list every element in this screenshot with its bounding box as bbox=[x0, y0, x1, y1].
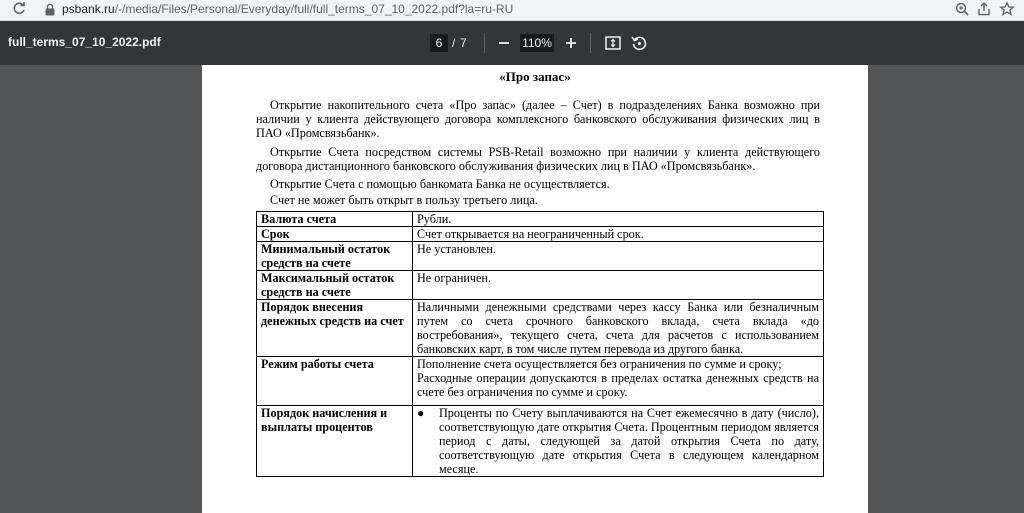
paragraph-open-branch bbox=[256, 98, 820, 140]
lock-icon[interactable] bbox=[44, 3, 56, 16]
table-row bbox=[257, 300, 824, 357]
table-value bbox=[413, 357, 824, 406]
pdf-viewer bbox=[0, 65, 1024, 513]
table-key: Порядок внесения денежных средств на счет bbox=[257, 300, 413, 357]
url-field[interactable] bbox=[62, 2, 513, 16]
paragraph-text: Открытие Счета с помощью банкомата Банка не осуществляется. bbox=[270, 177, 610, 191]
paragraph-text: Открытие Счета посредством системы PSB-Retail возможно при наличии у клиента действующего договора дистанционного банковского обслуживания физических лиц в ПАО «Промсвязьбанк». bbox=[256, 145, 820, 173]
browser-address-bar bbox=[0, 0, 1024, 21]
paragraph-third-party bbox=[256, 193, 820, 207]
table-key: Порядок начисления и выплаты процентов bbox=[257, 406, 413, 477]
table-value: Не ограничен. bbox=[413, 271, 824, 300]
table-row bbox=[257, 271, 824, 300]
table-key: Валюта счета bbox=[257, 212, 413, 227]
table-row bbox=[257, 357, 824, 406]
bullet-marker: ● bbox=[417, 406, 425, 420]
url-host: psbank.ru bbox=[62, 2, 115, 16]
table-value: Рубли. bbox=[413, 212, 824, 227]
page-separator: / bbox=[452, 36, 456, 50]
table-value-line: Расходные операции допускаются в пределах остатка денежных средств на счете без ограничения по сумме и сроку. bbox=[417, 371, 819, 399]
share-icon[interactable] bbox=[976, 1, 992, 17]
toolbar-divider bbox=[484, 33, 485, 53]
paragraph-atm bbox=[256, 177, 820, 191]
pdf-file-name: full_terms_07_10_2022.pdf bbox=[8, 35, 161, 49]
pdf-page bbox=[202, 65, 868, 513]
toolbar-divider bbox=[590, 33, 591, 53]
table-key: Срок bbox=[257, 227, 413, 242]
table-key: Минимальный остаток средств на счете bbox=[257, 242, 413, 271]
zoom-icon[interactable] bbox=[954, 1, 970, 17]
zoom-level-input[interactable]: 110% bbox=[520, 34, 554, 52]
table-key: Режим работы счета bbox=[257, 357, 413, 406]
paragraph-text: Счет не может быть открыт в пользу третьего лица. bbox=[270, 193, 538, 207]
pdf-toolbar bbox=[0, 21, 1024, 65]
table-value-line: Пополнение счета осуществляется без ограничения по сумме и сроку; bbox=[417, 357, 782, 371]
bullet-item bbox=[417, 406, 819, 476]
table-value bbox=[413, 406, 824, 477]
table-value: Не установлен. bbox=[413, 242, 824, 271]
plus-icon[interactable] bbox=[561, 33, 581, 53]
table-row bbox=[257, 242, 824, 271]
table-row bbox=[257, 406, 824, 477]
star-icon[interactable] bbox=[999, 1, 1015, 17]
fit-page-icon[interactable] bbox=[603, 33, 623, 53]
page-number-input[interactable]: 6 bbox=[430, 34, 448, 52]
url-path: /-/media/Files/Personal/Everyday/full/full_terms_07_10_2022.pdf?la=ru-RU bbox=[114, 2, 514, 16]
reload-icon[interactable] bbox=[11, 1, 27, 17]
table-row bbox=[257, 227, 824, 242]
table-value: Счет открывается на неограниченный срок. bbox=[413, 227, 824, 242]
table-key: Максимальный остаток средств на счете bbox=[257, 271, 413, 300]
document-title: «Про запас» bbox=[499, 69, 571, 84]
table-row bbox=[257, 212, 824, 227]
minus-icon[interactable] bbox=[494, 33, 514, 53]
page-count: 7 bbox=[460, 36, 467, 50]
bullet-text: Проценты по Счету выплачиваются на Счет ежемесячно в дату (число), соответствующую дате открытия Счета. Процентным периодом является период с даты, следующей за датой открытия Счета по дату, соответствующую дате открытия Счета в следующем календарном месяце. bbox=[439, 406, 819, 476]
paragraph-text: Открытие накопительного счета «Про запас» (далее – Счет) в подразделениях Банка возможно при наличии у клиента действующего договора комплексного банковского обслуживания физических лиц в ПАО «Промсвязьбанк». bbox=[256, 98, 820, 140]
rotate-icon[interactable] bbox=[629, 33, 649, 53]
table-value: Наличными денежными средствами через кассу Банка или безналичным путем со счета срочного банковского вклада, счета вклада «до востребования», текущего счета, счета для расчетов с использованием банковских карт, в том числе путем перевода из другого банка. bbox=[413, 300, 824, 357]
paragraph-open-psb-retail bbox=[256, 145, 820, 173]
terms-table bbox=[256, 211, 824, 477]
